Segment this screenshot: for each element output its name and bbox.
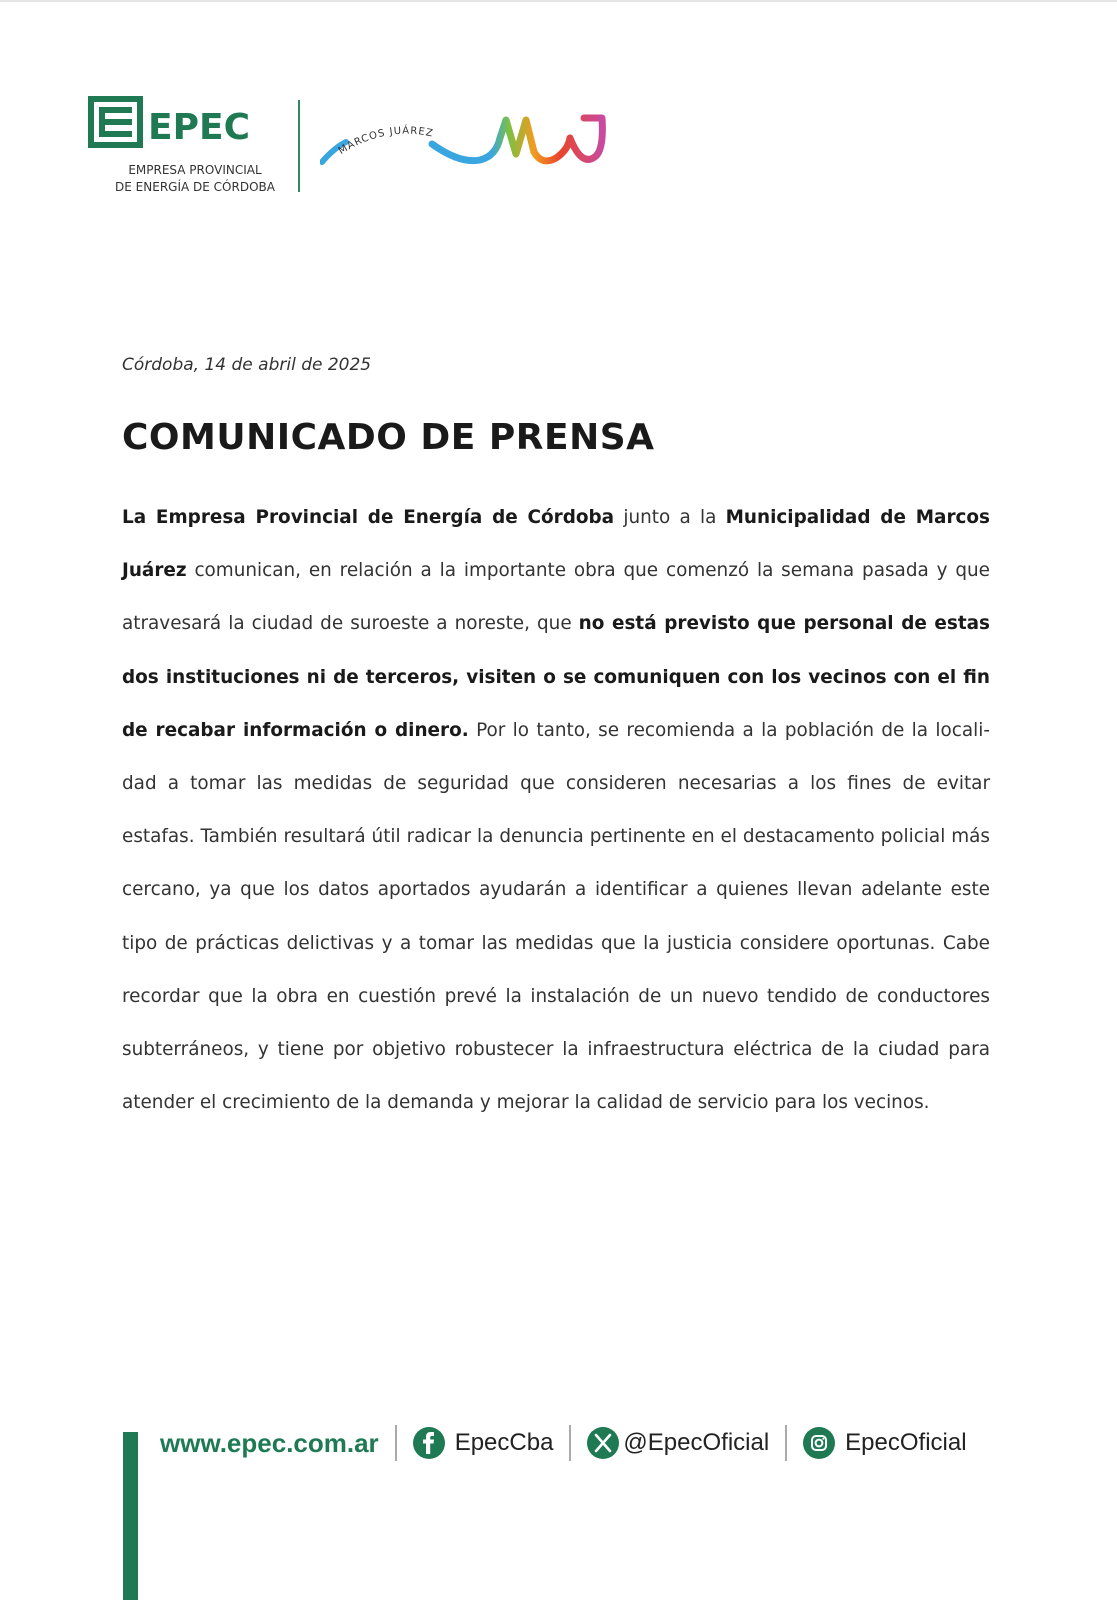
epec-e-mark-icon: [88, 96, 143, 148]
text-segment: junto a la: [614, 507, 726, 528]
bold-text-segment: Municipalidad de Marcos Juárez: [122, 507, 990, 582]
bold-text-segment: La Empresa Provincial de Energía de Córdoba: [122, 507, 615, 528]
x-link[interactable]: [587, 1427, 769, 1459]
facebook-link[interactable]: [413, 1427, 554, 1459]
epec-wordmark: EPEC: [148, 107, 250, 148]
instagram-icon: [803, 1427, 835, 1459]
x-icon: [587, 1427, 619, 1459]
text-segment: Por lo tanto, se recomienda a la población de la localidad a tomar las medidas de seguridad que consideren necesarias a los fines de evitar estafas. También resultará útil radicar la denuncia pertinente en el destacamento policial más cercano, ya que los datos aportados ayudarán a identificar a quienes llevan adelante este tipo de prácticas delictivas y a tomar las medidas que la justicia considere oportunas. Cabe recordar que la obra en cuestión prevé la instalación de un nuevo tendido de conductores subterráneos, y tiene por objetivo robustecer la infraestructura eléctrica de la ciudad para atender el crecimiento de la demanda y mejorar la calidad de servicio para los vecinos.: [122, 719, 991, 1114]
document-date: Córdoba, 14 de abril de 2025: [122, 355, 372, 375]
facebook-handle: EpecCba: [454, 1429, 554, 1456]
document-title: COMUNICADO DE PRENSA: [122, 417, 655, 458]
press-release-body: [122, 491, 990, 1129]
footer-divider: [395, 1425, 397, 1461]
instagram-handle: EpecOficial: [845, 1429, 967, 1456]
website-link[interactable]: www.epec.com.ar: [160, 1427, 379, 1458]
footer-accent-bar: [123, 1432, 138, 1600]
epec-subtitle-line-1: EMPRESA PROVINCIAL: [128, 163, 262, 177]
instagram-link[interactable]: [803, 1427, 966, 1459]
bold-text-segment: no está previsto que personal de estas dos instituciones ni de terceros, visiten o se comuniquen con los vecinos con el fin de recabar información o dinero.: [122, 613, 990, 741]
epec-logo: [88, 96, 288, 196]
marcos-juarez-logo: [320, 108, 620, 178]
logo-divider: [298, 100, 300, 192]
epec-subtitle-line-2: DE ENERGÍA DE CÓRDOBA: [115, 180, 275, 194]
x-handle: @EpecOficial: [623, 1429, 770, 1456]
epec-subtitle: [110, 162, 280, 196]
footer-divider: [569, 1425, 571, 1461]
mj-logo-text: MARCOS JUÁREZ: [336, 125, 435, 157]
facebook-icon: [413, 1427, 445, 1459]
svg-text:MARCOS JUÁREZ: [337, 124, 435, 157]
top-border: [0, 0, 1117, 2]
footer-divider: [785, 1425, 787, 1461]
text-segment: comunican, en relación a la importante obra que comenzó la semana pasada y que atravesará la ciudad de suroeste a noreste, que: [122, 560, 990, 635]
footer-contacts: [160, 1420, 967, 1466]
